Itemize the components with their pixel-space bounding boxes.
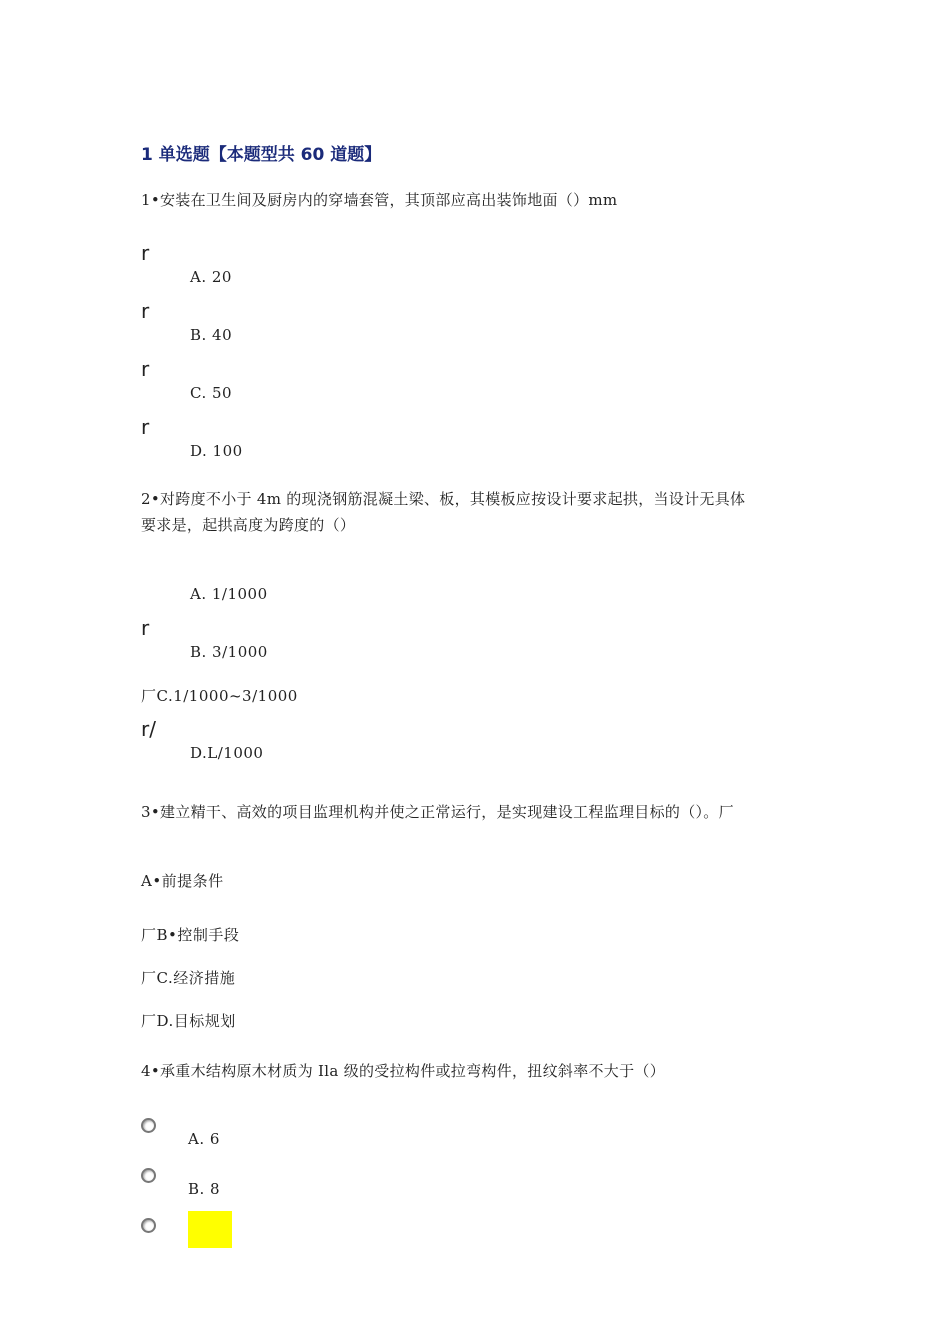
- highlighted-option-block: [188, 1211, 232, 1248]
- question-2-option-d: D.L/1000: [190, 744, 264, 762]
- question-3-text: 3•建立精干、高效的项目监理机构并使之正常运行，是实现建设工程监理目标的（）。厂: [141, 803, 734, 821]
- question-3-option-b: 厂B•控制手段: [141, 926, 240, 944]
- question-1-option-a: A. 20: [190, 268, 232, 286]
- question-4-option-b: B. 8: [188, 1180, 221, 1198]
- radio-glyph-1a[interactable]: r: [141, 241, 150, 265]
- radio-glyph-2b[interactable]: r: [141, 616, 150, 640]
- question-2-text-line1: 2•对跨度不小于 4m 的现浇钢筋混凝土梁、板，其模板应按设计要求起拱，当设计无具体: [141, 490, 746, 508]
- question-2-option-b: B. 3/1000: [190, 643, 268, 661]
- section-title: 1 单选题【本题型共 60 道题】: [141, 145, 382, 165]
- question-1-option-b: B. 40: [190, 326, 233, 344]
- question-1-text: 1•安装在卫生间及厨房内的穿墙套管，其顶部应高出装饰地面（）mm: [141, 191, 618, 209]
- question-3-option-a: A•前提条件: [141, 872, 224, 890]
- radio-glyph-1d[interactable]: r: [141, 415, 150, 439]
- question-1-option-c: C. 50: [190, 384, 233, 402]
- radio-button-4a[interactable]: [141, 1118, 156, 1133]
- radio-glyph-1b[interactable]: r: [141, 299, 150, 323]
- question-1-option-d: D. 100: [190, 442, 243, 460]
- question-2-option-c: 厂C.1/1000~3/1000: [141, 687, 298, 705]
- radio-button-4b[interactable]: [141, 1168, 156, 1183]
- radio-glyph-2d[interactable]: r/: [141, 717, 156, 741]
- radio-glyph-1c[interactable]: r: [141, 357, 150, 381]
- question-2-option-a: A. 1/1000: [190, 585, 268, 603]
- question-4-text: 4•承重木结构原木材质为 Ila 级的受拉构件或拉弯构件，扭纹斜率不大于（）: [141, 1062, 665, 1080]
- question-2-text-line2: 要求是，起拱高度为跨度的（）: [141, 516, 356, 534]
- question-3-option-d: 厂D.目标规划: [141, 1012, 236, 1030]
- radio-button-4c[interactable]: [141, 1218, 156, 1233]
- question-3-option-c: 厂C.经济措施: [141, 969, 236, 987]
- question-4-option-a: A. 6: [188, 1130, 220, 1148]
